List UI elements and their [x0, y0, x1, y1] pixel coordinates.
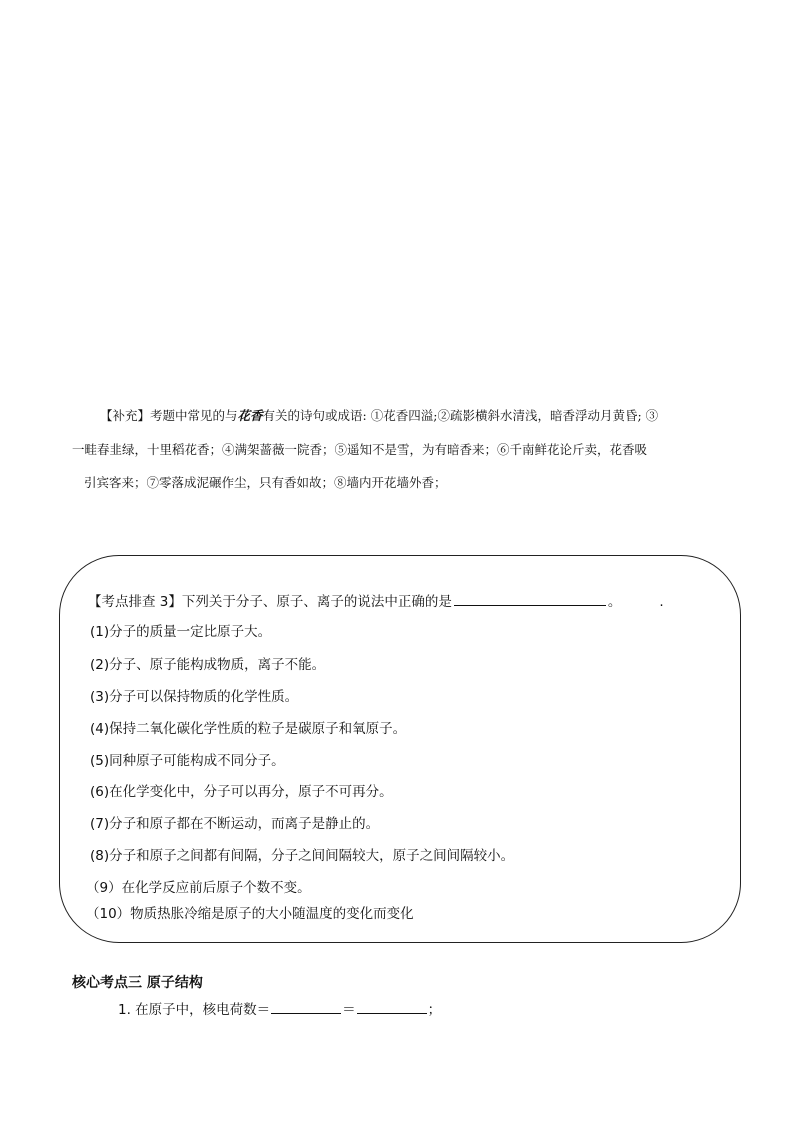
question-prompt: [88, 590, 664, 610]
option-4: (4)保持二氧化碳化学性质的粒子是碳原子和氧原子。: [90, 721, 407, 737]
answer-blank[interactable]: [454, 592, 606, 606]
option-8: (8)分子和原子之间都有间隔，分子之间间隔较大，原子之间间隔较小。: [90, 848, 515, 864]
option-7: (7)分子和原子都在不断运动，而离子是静止的。: [90, 816, 380, 832]
supplement-tag: 【补充】: [100, 408, 151, 423]
question-item-1: [118, 998, 441, 1018]
question-end: 。: [607, 594, 622, 610]
supplement-line-1: [100, 406, 658, 424]
option-9: （9）在化学反应前后原子个数不变。: [86, 880, 311, 896]
option-5: (5)同种原子可能构成不同分子。: [90, 753, 285, 769]
supplement-line-1-rest: 有关的诗句或成语: ①花香四溢;②疏影横斜水清浅，暗香浮动月黄昏; ③: [262, 408, 659, 423]
item1-semicolon: ；: [427, 1002, 442, 1018]
exam-point-box: [59, 555, 741, 943]
question-text: 【考点排查 3】下列关于分子、原子、离子的说法中正确的是: [88, 594, 452, 610]
option-2: (2)分子、原子能构成物质，离子不能。: [90, 657, 326, 673]
blank-1[interactable]: [271, 1000, 341, 1014]
supplement-line-3: 引宾客来；⑦零落成泥碾作尘，只有香如故；⑧墙内开花墙外香；: [84, 475, 447, 490]
option-1: (1)分子的质量一定比原子大。: [90, 624, 272, 640]
supplement-intro: 考题中常见的与: [150, 408, 238, 423]
blank-2[interactable]: [357, 1000, 427, 1014]
option-6: (6)在化学变化中，分子可以再分，原子不可再分。: [90, 784, 393, 800]
option-3: (3)分子可以保持物质的化学性质。: [90, 689, 299, 705]
keyword-flower-fragrance: 花香: [237, 408, 263, 423]
option-10: （10）物质热胀冷缩是原子的大小随温度的变化而变化: [86, 906, 414, 922]
question-dot: .: [659, 594, 664, 610]
section-title: 核心考点三 原子结构: [72, 975, 203, 991]
supplement-line-2: 一畦春韭绿，十里稻花香；④满架蔷薇一院香；⑤遥知不是雪，为有暗香来；⑥千南鲜花论斤卖，花香吸: [72, 442, 648, 457]
item1-equals: ＝: [342, 1002, 356, 1018]
item1-text: 1. 在原子中，核电荷数＝: [118, 1002, 271, 1018]
